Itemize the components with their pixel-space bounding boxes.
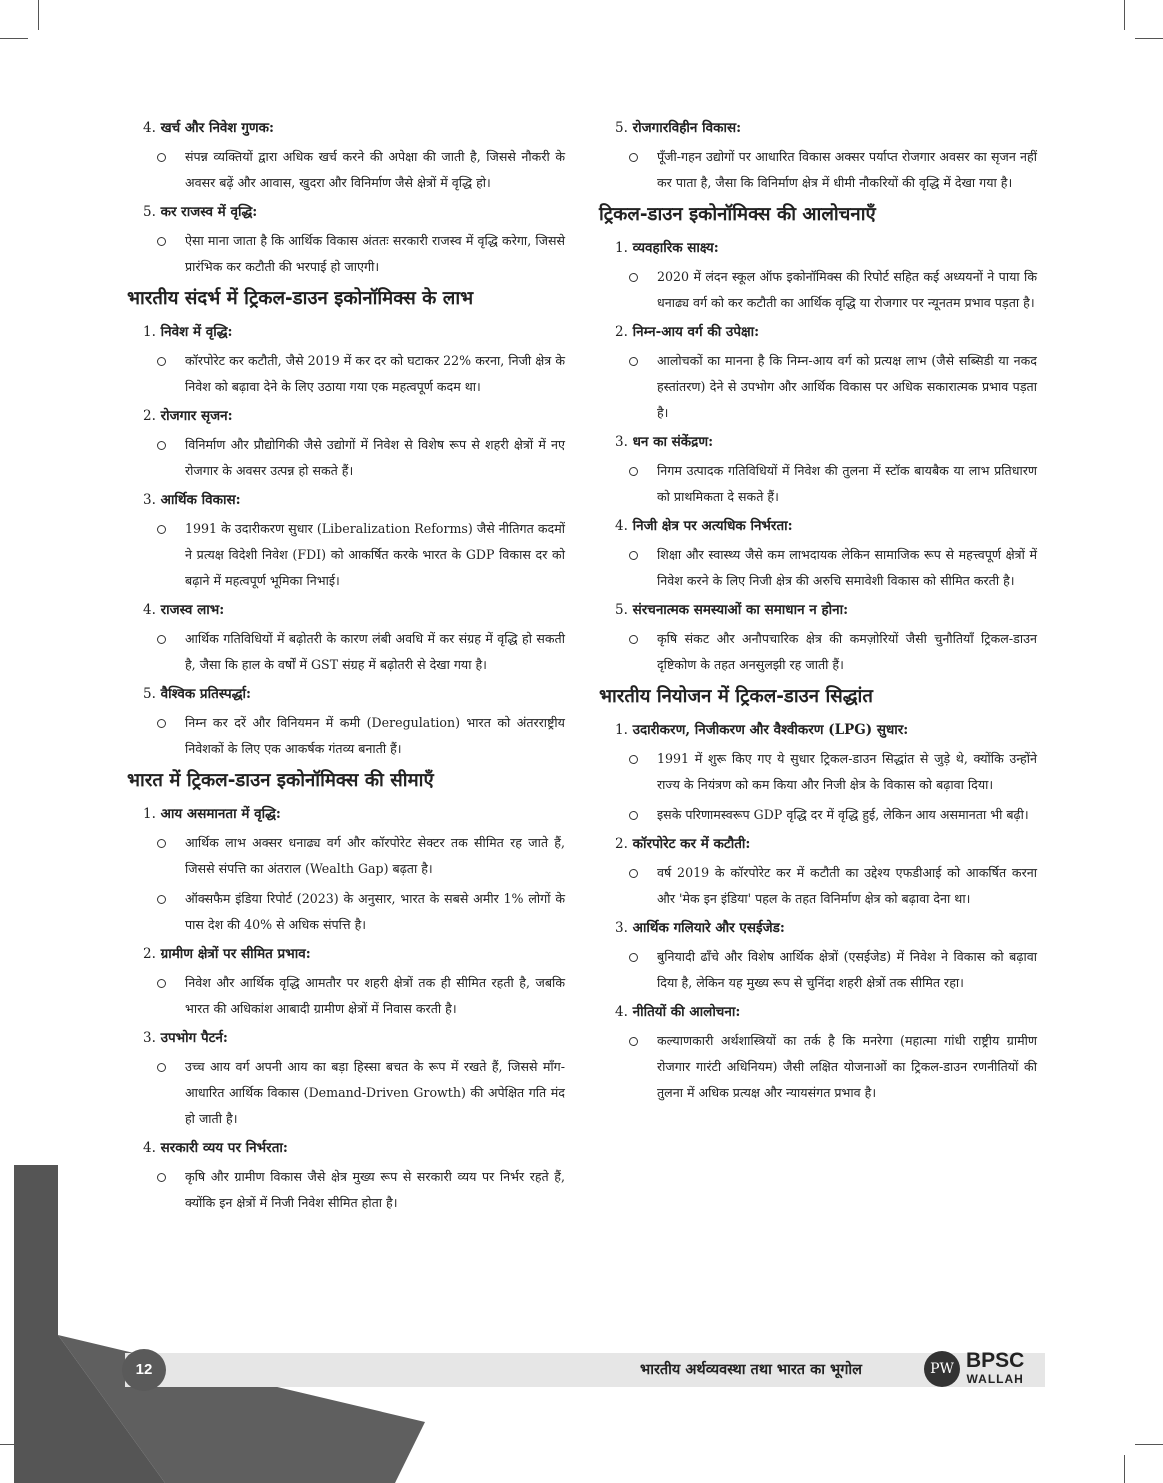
item-number: 3.: [143, 1030, 156, 1046]
brand-line2: WALLAH: [966, 1372, 1024, 1386]
item-title: [143, 406, 565, 426]
list-item: [607, 1002, 1037, 1106]
item-title-text: राजस्व लाभ:: [160, 602, 225, 618]
list-item: [135, 118, 565, 196]
bullet-point: शिक्षा और स्वास्थ्य जैसे कम लाभदायक लेकिन सामाजिक रूप से महत्त्वपूर्ण क्षेत्रों में निवेश करने के लिए निजी क्षेत्र की अरुचि समावेशी विकास को सीमित करती है।: [607, 542, 1037, 594]
item-number: 3.: [143, 492, 156, 508]
bullet-point: विनिर्माण और प्रौद्योगिकी जैसे उद्योगों में निवेश से विशेष रूप से शहरी क्षेत्रों में नए रोजगार के अवसर उत्पन्न हो सकते हैं।: [135, 432, 565, 484]
bullet-point: ऐसा माना जाता है कि आर्थिक विकास अंततः सरकारी राजस्व में वृद्धि करेगा, जिससे प्रारंभिक कर कटौती की भरपाई हो जाएगी।: [135, 228, 565, 280]
item-title-text: आर्थिक विकास:: [160, 492, 241, 508]
bullet-point: ऑक्सफैम इंडिया रिपोर्ट (2023) के अनुसार, भारत के सबसे अमीर 1% लोगों के पास देश की 40% से अधिक संपत्ति है।: [135, 886, 565, 938]
item-title-text: निम्न-आय वर्ग की उपेक्षा:: [632, 324, 760, 340]
item-number: 4.: [143, 120, 156, 136]
item-title-text: खर्च और निवेश गुणक:: [160, 120, 275, 136]
list-item: [135, 322, 565, 400]
bullet-point: निवेश और आर्थिक वृद्धि आमतौर पर शहरी क्षेत्रों तक ही सीमित रहती है, जबकि भारत की अधिकांश आबादी ग्रामीण क्षेत्रों में निवास करती है।: [135, 970, 565, 1022]
item-title: [615, 600, 1037, 620]
item-title: [615, 834, 1037, 854]
list-item: [607, 834, 1037, 912]
item-title-text: सरकारी व्यय पर निर्भरता:: [160, 1140, 288, 1156]
item-title-text: निजी क्षेत्र पर अत्यधिक निर्भरता:: [632, 518, 793, 534]
brand-line1: BPSC: [966, 1349, 1025, 1372]
bullet-point: वर्ष 2019 के कॉरपोरेट कर में कटौती का उद्देश्य एफडीआई को आकर्षित करना और 'मेक इन इंडिया' पहल के तहत विनिर्माण क्षेत्र को बढ़ावा देना था।: [607, 860, 1037, 912]
item-title: [143, 202, 565, 222]
item-number: 4.: [615, 1004, 628, 1020]
item-title-text: व्यवहारिक साक्ष्य:: [632, 240, 719, 256]
item-title-text: कॉरपोरेट कर में कटौती:: [632, 836, 751, 852]
list-item: [607, 720, 1037, 828]
item-title: [615, 238, 1037, 258]
list-item: [135, 202, 565, 280]
list-item: [135, 1028, 565, 1132]
list-item: [607, 118, 1037, 196]
item-title: [615, 118, 1037, 138]
item-title: [615, 322, 1037, 342]
item-number: 5.: [143, 204, 156, 220]
list-item: [607, 432, 1037, 510]
item-title: [615, 432, 1037, 452]
bullet-point: निगम उत्पादक गतिविधियों में निवेश की तुलना में स्टॉक बायबैक या लाभ प्रतिधारण को प्राथमिकता दे सकते हैं।: [607, 458, 1037, 510]
item-title: [143, 490, 565, 510]
bullet-point: 1991 में शुरू किए गए ये सुधार ट्रिकल-डाउन सिद्धांत से जुड़े थे, क्योंकि उन्होंने राज्य के नियंत्रण को कम किया और निजी क्षेत्र के विकास को बढ़ावा दिया।: [607, 746, 1037, 798]
pw-logo-icon: PW: [924, 1351, 960, 1387]
item-title: [143, 322, 565, 342]
list-item: [135, 490, 565, 594]
item-title: [615, 918, 1037, 938]
bullet-point: 1991 के उदारीकरण सुधार (Liberalization Reforms) जैसे नीतिगत कदमों ने प्रत्यक्ष विदेशी निवेश (FDI) को आकर्षित करके भारत के GDP विकास दर को बढ़ाने में महत्वपूर्ण भूमिका निभाई।: [135, 516, 565, 594]
bullet-point: आलोचकों का मानना है कि निम्न-आय वर्ग को प्रत्यक्ष लाभ (जैसे सब्सिडी या नकद हस्तांतरण) देने से उपभोग और आर्थिक विकास पर अधिक सकारात्मक प्रभाव पड़ता है।: [607, 348, 1037, 426]
item-number: 5.: [615, 120, 628, 136]
item-title-text: रोजगार सृजन:: [160, 408, 233, 424]
item-number: 5.: [615, 602, 628, 618]
bullet-point: इसके परिणामस्वरूप GDP वृद्धि दर में वृद्धि हुई, लेकिन आय असमानता भी बढ़ी।: [607, 802, 1037, 828]
item-number: 4.: [615, 518, 628, 534]
list-item: [607, 600, 1037, 678]
item-title: [143, 684, 565, 704]
item-title-text: नीतियों की आलोचना:: [632, 1004, 741, 1020]
item-title: [143, 600, 565, 620]
list-item: [607, 238, 1037, 316]
item-number: 1.: [143, 806, 156, 822]
item-title-text: कर राजस्व में वृद्धि:: [160, 204, 258, 220]
item-number: 2.: [143, 408, 156, 424]
section-heading: भारत में ट्रिकल-डाउन इकोनॉमिक्स की सीमाएँ: [127, 770, 434, 791]
item-title-text: वैश्विक प्रतिस्पर्द्धा:: [160, 686, 251, 702]
item-title: [143, 944, 565, 964]
list-item: [135, 804, 565, 938]
item-title: [143, 1028, 565, 1048]
left-column: [127, 118, 565, 1222]
bullet-point: कृषि और ग्रामीण विकास जैसे क्षेत्र मुख्य रूप से सरकारी व्यय पर निर्भर रहते हैं, क्योंकि इन क्षेत्रों में निजी निवेश सीमित होता है।: [135, 1164, 565, 1216]
list-item: [135, 406, 565, 484]
item-title-text: संरचनात्मक समस्याओं का समाधान न होना:: [632, 602, 849, 618]
bullet-point: कृषि संकट और अनौपचारिक क्षेत्र की कमज़ोरियों जैसी चुनौतियाँ ट्रिकल-डाउन दृष्टिकोण के तहत अनसुलझी रह जाती हैं।: [607, 626, 1037, 678]
item-number: 3.: [615, 434, 628, 450]
item-number: 5.: [143, 686, 156, 702]
item-number: 2.: [615, 324, 628, 340]
item-number: 1.: [615, 240, 628, 256]
item-title-text: ग्रामीण क्षेत्रों पर सीमित प्रभाव:: [160, 946, 311, 962]
brand-logo: [966, 1349, 1025, 1388]
list-item: [135, 600, 565, 678]
list-item: [607, 322, 1037, 426]
item-number: 2.: [615, 836, 628, 852]
item-number: 4.: [143, 1140, 156, 1156]
list-item: [607, 918, 1037, 996]
item-number: 3.: [615, 920, 628, 936]
item-number: 2.: [143, 946, 156, 962]
bullet-point: आर्थिक लाभ अक्सर धनाढ्य वर्ग और कॉरपोरेट सेक्टर तक सीमित रह जाते हैं, जिससे संपत्ति का अंतराल (Wealth Gap) बढ़ता है।: [135, 830, 565, 882]
bullet-point: 2020 में लंदन स्कूल ऑफ इकोनॉमिक्स की रिपोर्ट सहित कई अध्ययनों ने पाया कि धनाढ्य वर्ग को कर कटौती का आर्थिक वृद्धि या रोजगार पर न्यूनतम प्रभाव पड़ता है।: [607, 264, 1037, 316]
item-title: [143, 1138, 565, 1158]
bullet-point: पूँजी-गहन उद्योगों पर आधारित विकास अक्सर पर्याप्त रोजगार अवसर का सृजन नहीं कर पाता है, जैसा कि विनिर्माण क्षेत्र में धीमी नौकरियों की वृद्धि में देखा गया है।: [607, 144, 1037, 196]
footer-bar: [125, 1349, 1045, 1387]
page-number: 12: [122, 1349, 166, 1391]
right-column: [599, 118, 1037, 1112]
bullet-point: निम्न कर दरें और विनियमन में कमी (Deregulation) भारत को अंतरराष्ट्रीय निवेशकों के लिए एक आकर्षक गंतव्य बनाती हैं।: [135, 710, 565, 762]
bullet-point: कल्याणकारी अर्थशास्त्रियों का तर्क है कि मनरेगा (महात्मा गांधी राष्ट्रीय ग्रामीण रोजगार गारंटी अधिनियम) जैसी लक्षित योजनाओं का ट्रिकल-डाउन रणनीतियों की तुलना में अधिक प्रत्यक्ष और न्यायसंगत प्रभाव है।: [607, 1028, 1037, 1106]
item-title: [615, 516, 1037, 536]
section-heading: ट्रिकल-डाउन इकोनॉमिक्स की आलोचनाएँ: [599, 204, 876, 225]
item-title: [143, 118, 565, 138]
section-heading: भारतीय संदर्भ में ट्रिकल-डाउन इकोनॉमिक्स के लाभ: [127, 288, 474, 309]
bullet-point: कॉरपोरेट कर कटौती, जैसे 2019 में कर दर को घटाकर 22% करना, निजी क्षेत्र के निवेश को बढ़ावा देने के लिए उठाया गया एक महत्वपूर्ण कदम था।: [135, 348, 565, 400]
item-title-text: आय असमानता में वृद्धि:: [160, 806, 281, 822]
list-item: [135, 1138, 565, 1216]
list-item: [135, 944, 565, 1022]
item-title: [143, 804, 565, 824]
bullet-point: संपन्न व्यक्तियों द्वारा अधिक खर्च करने की अपेक्षा की जाती है, जिससे नौकरी के अवसर बढ़ें और आवास, खुदरा और विनिर्माण जैसे क्षेत्रों में वृद्धि हो।: [135, 144, 565, 196]
bullet-point: आर्थिक गतिविधियों में बढ़ोतरी के कारण लंबी अवधि में कर संग्रह में वृद्धि हो सकती है, जैसा कि हाल के वर्षों में GST संग्रह में बढ़ोतरी से देखा गया है।: [135, 626, 565, 678]
item-title-text: आर्थिक गलियारे और एसईजेड:: [632, 920, 785, 936]
item-title: [615, 720, 1037, 740]
item-number: 1.: [615, 722, 628, 738]
book-title: भारतीय अर्थव्यवस्था तथा भारत का भूगोल: [640, 1362, 862, 1378]
list-item: [135, 684, 565, 762]
item-number: 4.: [143, 602, 156, 618]
item-title-text: रोजगारविहीन विकास:: [632, 120, 742, 136]
item-number: 1.: [143, 324, 156, 340]
bullet-point: उच्च आय वर्ग अपनी आय का बड़ा हिस्सा बचत के रूप में रखते हैं, जिससे माँग-आधारित आर्थिक विकास (Demand-Driven Growth) की अपेक्षित गति मंद हो जाती है।: [135, 1054, 565, 1132]
item-title-text: उदारीकरण, निजीकरण और वैश्वीकरण (LPG) सुधार:: [632, 722, 909, 738]
item-title: [615, 1002, 1037, 1022]
item-title-text: निवेश में वृद्धि:: [160, 324, 233, 340]
bullet-point: बुनियादी ढाँचे और विशेष आर्थिक क्षेत्रों (एसईजेड) में निवेश ने विकास को बढ़ावा दिया है, लेकिन यह मुख्य रूप से चुनिंदा शहरी क्षेत्रों तक सीमित रहा।: [607, 944, 1037, 996]
item-title-text: धन का संकेंद्रण:: [632, 434, 714, 450]
list-item: [607, 516, 1037, 594]
section-heading: भारतीय नियोजन में ट्रिकल-डाउन सिद्धांत: [599, 686, 873, 707]
item-title-text: उपभोग पैटर्न:: [160, 1030, 228, 1046]
